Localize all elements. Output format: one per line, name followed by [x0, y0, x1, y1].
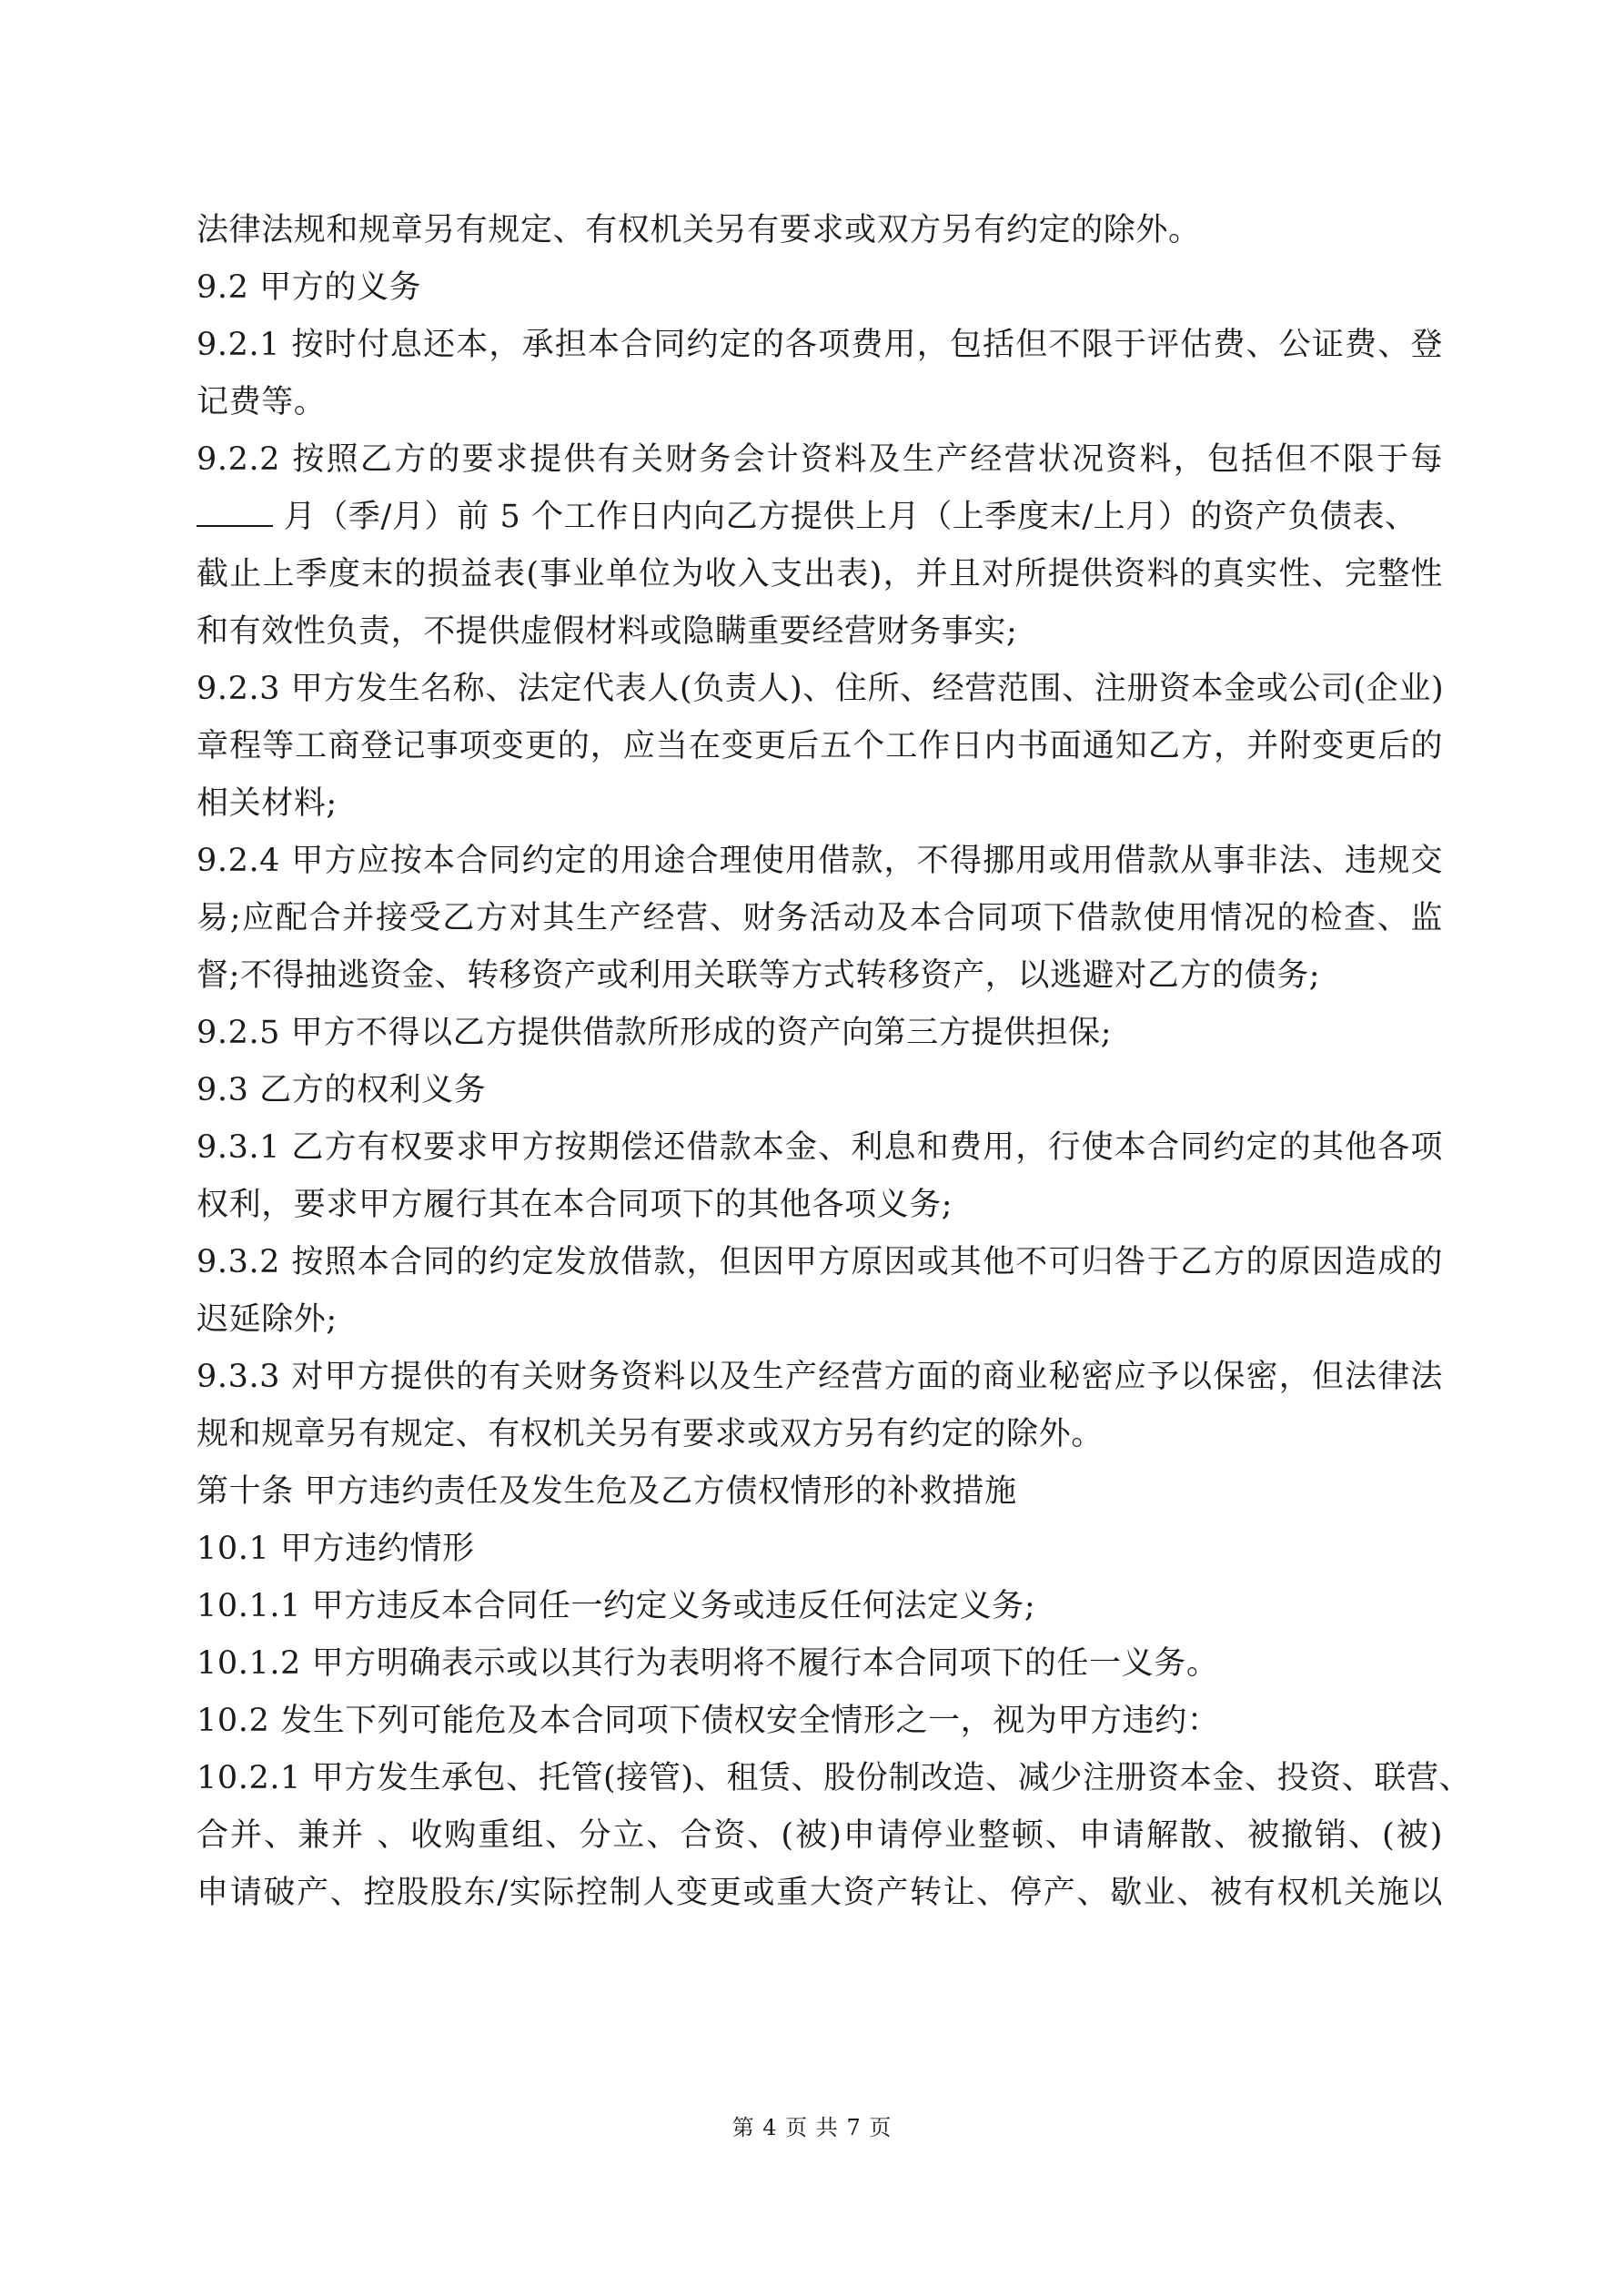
body-line: 9.2.2 按照乙方的要求提供有关财务会计资料及生产经营状况资料，包括但不限于每: [197, 441, 1443, 478]
body-line: 10.2 发生下列可能危及本合同项下债权安全情形之一，视为甲方违约：: [197, 1703, 1220, 1739]
body-line: 迟延除外;: [197, 1301, 338, 1338]
section-heading: 9.3 乙方的权利义务: [197, 1072, 487, 1108]
body-line: 9.3.3 对甲方提供的有关财务资料以及生产经营方面的商业秘密应予以保密，但法律法: [197, 1359, 1443, 1395]
body-line: 和有效性负责，不提供虚假材料或隐瞒重要经营财务事实;: [197, 613, 1018, 650]
body-line: 记费等。: [197, 384, 327, 420]
body-line: 法律法规和规章另有规定、有权机关另有要求或双方另有约定的除外。: [197, 212, 1201, 248]
body-line: 截止上季度末的损益表(事业单位为收入支出表)，并且对所提供资料的真实性、完整性: [197, 556, 1443, 592]
section-heading: 9.2 甲方的义务: [197, 269, 422, 306]
page-number-footer: 第 4 页 共 7 页: [731, 2115, 893, 2140]
body-line-text: 月（季/月）前 5 个工作日内向乙方提供上月（上季度末/上月）的资产负债表、: [283, 499, 1417, 535]
body-line: 章程等工商登记事项变更的，应当在变更后五个工作日内书面通知乙方，并附变更后的: [197, 728, 1443, 764]
document-body: [197, 202, 1472, 1922]
body-line-with-blank: [197, 489, 1443, 546]
body-line: 9.2.3 甲方发生名称、法定代表人(负责人)、住所、经营范围、注册资本金或公司(企业): [197, 671, 1445, 707]
body-line: 9.3.2 按照本合同的约定发放借款，但因甲方原因或其他不可归咎于乙方的原因造成的: [197, 1244, 1443, 1280]
section-heading: 10.1 甲方违约情形: [197, 1531, 475, 1567]
body-line: 督;不得抽逃资金、转移资产或利用关联等方式转移资产，以逃避对乙方的债务;: [197, 957, 1321, 994]
body-line: 易;应配合并接受乙方对其生产经营、财务活动及本合同项下借款使用情况的检查、监: [197, 900, 1443, 936]
body-line: 申请破产、控股股东/实际控制人变更或重大资产转让、停产、歇业、被有权机关施以: [197, 1875, 1443, 1911]
body-line: 10.1.2 甲方明确表示或以其行为表明将不履行本合同项下的任一义务。: [197, 1645, 1219, 1682]
body-line: 10.1.1 甲方违反本合同任一约定义务或违反任何法定义务;: [197, 1588, 1036, 1624]
body-line: 10.2.1 甲方发生承包、托管(接管)、租赁、股份制改造、减少注册资本金、投资、联营、: [197, 1760, 1472, 1796]
body-line: 权利，要求甲方履行其在本合同项下的其他各项义务;: [197, 1187, 953, 1223]
body-line: 9.2.5 甲方不得以乙方提供借款所形成的资产向第三方提供担保;: [197, 1015, 1113, 1051]
body-line: 相关材料;: [197, 785, 338, 822]
fill-in-blank: [197, 498, 273, 527]
body-line: 规和规章另有规定、有权机关另有要求或双方另有约定的除外。: [197, 1416, 1104, 1452]
body-line: 9.2.1 按时付息还本，承担本合同约定的各项费用，包括但不限于评估费、公证费、登: [197, 327, 1443, 363]
body-line: 合并、兼并 、收购重组、分立、合资、(被)申请停业整顿、申请解散、被撤销、(被): [197, 1817, 1443, 1854]
article-heading: 第十条 甲方违约责任及发生危及乙方债权情形的补救措施: [197, 1473, 1017, 1510]
body-line: 9.2.4 甲方应按本合同约定的用途合理使用借款，不得挪用或用借款从事非法、违规交: [197, 843, 1443, 879]
body-line: 9.3.1 乙方有权要求甲方按期偿还借款本金、利息和费用，行使本合同约定的其他各项: [197, 1129, 1443, 1166]
